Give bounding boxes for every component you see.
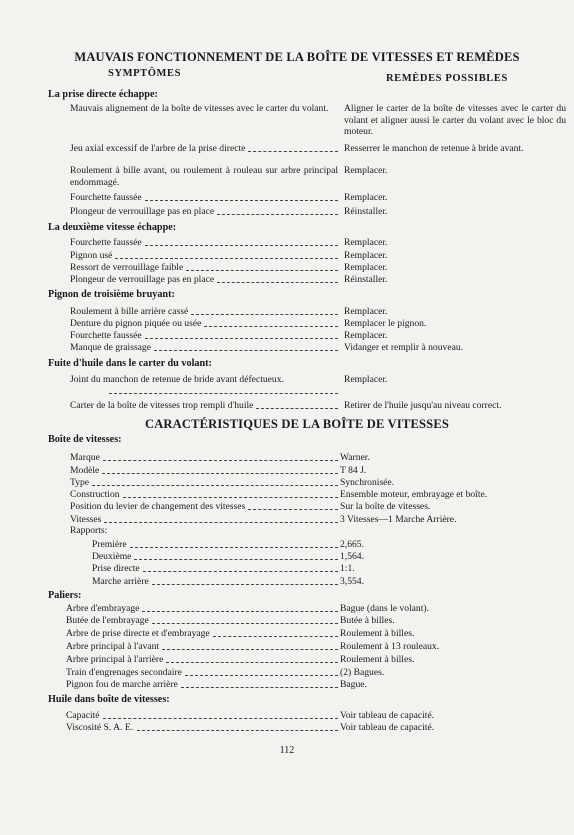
dot-leader (204, 326, 338, 327)
dot-leader (217, 214, 338, 215)
spec-label: Arbre principal à l'avant (66, 641, 160, 652)
spec-value: Synchronisée. (340, 477, 395, 488)
spec-label: Modèle (70, 465, 100, 476)
remedy-text: Réinstaller. (344, 206, 388, 217)
spec-value: 1,564. (340, 551, 364, 562)
dot-leader (142, 611, 338, 612)
spec-label: Marche arrière (92, 576, 149, 587)
dot-leader (248, 509, 338, 510)
spec-label: Construction (70, 489, 120, 500)
spec-label: Vitesses (70, 514, 102, 525)
symptom-text: Denture du pignon piquée ou usée (70, 318, 202, 329)
remedy-text: Remplacer. (344, 192, 388, 203)
dot-leader (162, 649, 338, 650)
spec-label: Première (92, 539, 127, 550)
dot-leader (134, 559, 338, 560)
spec-value: Sur la boîte de vitesses. (340, 501, 431, 512)
section-heading: Pignon de troisième bruyant: (48, 289, 175, 300)
dot-leader (152, 623, 338, 624)
dot-leader (145, 200, 338, 201)
symptom-text: Jeu axial excessif de l'arbre de la prise directe (70, 143, 246, 154)
dot-leader (137, 730, 338, 731)
spec-label: Arbre principal à l'arrière (66, 654, 164, 665)
spec-value: Bague (dans le volant). (340, 603, 429, 614)
section-heading: Huile dans boîte de vitesses: (48, 694, 170, 705)
symptom-text: Joint du manchon de retenue de bride avant défectueux. (70, 374, 284, 385)
specifications-title: CARACTÉRISTIQUES DE LA BOÎTE DE VITESSES (144, 417, 450, 431)
spec-label: Type (70, 477, 90, 488)
dot-leader (109, 393, 338, 394)
dot-leader (115, 258, 338, 259)
spec-value: Roulement à billes. (340, 628, 415, 639)
spec-label: Prise directe (92, 563, 140, 574)
spec-value: Voir tableau de capacité. (340, 722, 435, 733)
remedy-text: Remplacer. (344, 250, 388, 261)
spec-label: Arbre d'embrayage (66, 603, 140, 614)
symptom-text: Fourchette faussée (70, 237, 142, 248)
dot-leader (102, 473, 338, 474)
page-title: MAUVAIS FONCTIONNEMENT DE LA BOÎTE DE VITESSES ET REMÈDES (74, 50, 520, 64)
remedy-text: Remplacer. (344, 237, 388, 248)
spec-value: 2,665. (340, 539, 364, 550)
spec-value: 3 Vitesses—1 Marche Arrière. (340, 514, 457, 525)
symptom-text: Plongeur de verrouillage pas en place (70, 274, 215, 285)
spec-label: Rapports: (70, 525, 108, 536)
remedies-column-header: REMÈDES POSSIBLES (386, 73, 508, 84)
page-number: 112 (279, 745, 295, 756)
remedy-text: Remplacer. (344, 330, 388, 341)
remedy-text: Remplacer. (344, 165, 388, 176)
dot-leader (191, 314, 338, 315)
dot-leader (104, 522, 338, 523)
symptom-text: Ressort de verrouillage faible (70, 262, 184, 273)
remedy-text: Remplacer. (344, 262, 388, 273)
symptom-text: Mauvais alignement de la boîte de vitesses avec le carter du volant. (70, 103, 329, 114)
dot-leader (145, 338, 338, 339)
dot-leader (166, 662, 338, 663)
dot-leader (154, 350, 338, 351)
dot-leader (181, 687, 338, 688)
dot-leader (152, 584, 338, 585)
remedy-text: Remplacer. (344, 306, 388, 317)
symptom-text: Fourchette faussée (70, 330, 142, 341)
spec-value: Roulement à 13 rouleaux. (340, 641, 440, 652)
remedy-text: Réinstaller. (344, 274, 388, 285)
section-heading: Fuite d'huile dans le carter du volant: (48, 358, 212, 369)
remedy-text: Resserrer le manchon de retenue à bride avant. (344, 143, 524, 154)
spec-value: T 84 J. (340, 465, 367, 476)
spec-label: Deuxième (92, 551, 132, 562)
dot-leader (217, 282, 338, 283)
spec-label: Pignon fou de marche arrière (66, 679, 178, 690)
dot-leader (186, 270, 338, 271)
remedy-text: Remplacer. (344, 374, 388, 385)
section-heading: La deuxième vitesse échappe: (48, 222, 177, 233)
remedy-text: Vidanger et remplir à nouveau. (344, 342, 464, 353)
dot-leader (248, 151, 338, 152)
spec-value: Warner. (340, 452, 370, 463)
dot-leader (130, 547, 338, 548)
spec-value: Ensemble moteur, embrayage et boîte. (340, 489, 488, 500)
spec-label: Train d'engrenages secondaire (66, 667, 182, 678)
symptom-text: Roulement à bille avant, ou roulement à rouleau sur arbre principal endommagé. (70, 165, 338, 188)
spec-label: Position du levier de changement des vitesses (70, 501, 246, 512)
spec-value: 1:1. (340, 563, 355, 574)
spec-label: Arbre de prise directe et d'embrayage (66, 628, 210, 639)
spec-label: Butée de l'embrayage (66, 615, 149, 626)
remedy-text: Remplacer le pignon. (344, 318, 427, 329)
spec-value: Butée à billes. (340, 615, 395, 626)
dot-leader (103, 460, 338, 461)
dot-leader (185, 675, 338, 676)
symptom-text: Roulement à bille arrière cassé (70, 306, 189, 317)
section-heading: Paliers: (48, 590, 82, 601)
remedy-text: Aligner le carter de la boîte de vitesses avec le carter du volant et aligner aussi le carter du volant avec le bloc du moteur. (344, 103, 566, 137)
spec-label: Marque (70, 452, 100, 463)
spec-value: 3,554. (340, 576, 364, 587)
symptom-text: Plongeur de verrouillage pas en place (70, 206, 215, 217)
dot-leader (256, 408, 338, 409)
symptom-text: Manque de graissage (70, 342, 151, 353)
spec-value: Roulement à billes. (340, 654, 415, 665)
dot-leader (92, 485, 338, 486)
spec-label: Viscosité S. A. E. (66, 722, 134, 733)
spec-label: Capacité (66, 710, 100, 721)
dot-leader (143, 571, 338, 572)
dot-leader (103, 718, 338, 719)
symptom-text: Pignon usé (70, 250, 113, 261)
spec-value: (2) Bagues. (340, 667, 385, 678)
symptom-text: Fourchette faussée (70, 192, 142, 203)
dot-leader (123, 497, 338, 498)
dot-leader (145, 245, 338, 246)
section-heading: La prise directe échappe: (48, 89, 158, 100)
symptom-text: Carter de la boîte de vitesses trop rempli d'huile (70, 400, 254, 411)
symptoms-column-header: SYMPTÔMES (108, 68, 182, 79)
dot-leader (213, 636, 338, 637)
section-heading: Boîte de vitesses: (48, 434, 122, 445)
spec-value: Bague. (340, 679, 367, 690)
spec-value: Voir tableau de capacité. (340, 710, 435, 721)
remedy-text: Retirer de l'huile jusqu'au niveau correct. (344, 400, 502, 411)
